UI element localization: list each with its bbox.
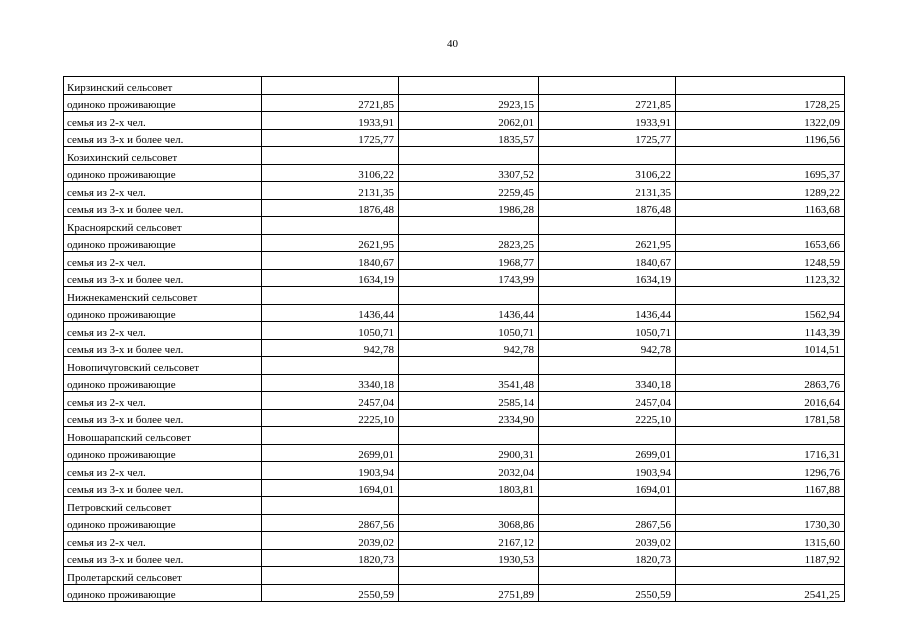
value-cell: 2334,90 bbox=[399, 409, 539, 427]
value-cell: 3106,22 bbox=[262, 164, 399, 182]
value-cell: 1634,19 bbox=[262, 269, 399, 287]
value-cell bbox=[539, 77, 676, 95]
value-cell: 1695,37 bbox=[676, 164, 845, 182]
value-cell: 2863,76 bbox=[676, 374, 845, 392]
table-row bbox=[64, 462, 845, 480]
table-row bbox=[64, 94, 845, 112]
value-cell: 2039,02 bbox=[539, 532, 676, 550]
value-cell: 1436,44 bbox=[262, 304, 399, 322]
table-row bbox=[64, 182, 845, 200]
value-cell: 1716,31 bbox=[676, 444, 845, 462]
value-cell: 1562,94 bbox=[676, 304, 845, 322]
value-cell: 1296,76 bbox=[676, 462, 845, 480]
value-cell: 2457,04 bbox=[539, 392, 676, 410]
value-cell: 1123,32 bbox=[676, 269, 845, 287]
section-title: Кирзинский сельсовет bbox=[64, 77, 262, 95]
row-label: одиноко проживающие bbox=[64, 584, 262, 602]
value-cell: 942,78 bbox=[262, 339, 399, 357]
value-cell: 2131,35 bbox=[539, 182, 676, 200]
value-cell bbox=[262, 287, 399, 305]
value-cell: 942,78 bbox=[399, 339, 539, 357]
value-cell: 1820,73 bbox=[539, 549, 676, 567]
value-cell: 2550,59 bbox=[262, 584, 399, 602]
value-cell: 1903,94 bbox=[262, 462, 399, 480]
value-cell: 2900,31 bbox=[399, 444, 539, 462]
value-cell: 1933,91 bbox=[539, 112, 676, 130]
value-cell bbox=[399, 77, 539, 95]
value-cell: 2550,59 bbox=[539, 584, 676, 602]
value-cell: 1781,58 bbox=[676, 409, 845, 427]
section-header-row bbox=[64, 147, 845, 165]
row-label: семья из 3-х и более чел. bbox=[64, 549, 262, 567]
value-cell: 1986,28 bbox=[399, 199, 539, 217]
section-header-row bbox=[64, 427, 845, 445]
row-label: семья из 2-х чел. bbox=[64, 462, 262, 480]
value-cell: 2721,85 bbox=[262, 94, 399, 112]
value-cell: 3340,18 bbox=[539, 374, 676, 392]
section-title: Петровский сельсовет bbox=[64, 497, 262, 515]
value-cell bbox=[539, 287, 676, 305]
value-cell: 3340,18 bbox=[262, 374, 399, 392]
table-row bbox=[64, 129, 845, 147]
value-cell: 1820,73 bbox=[262, 549, 399, 567]
row-label: семья из 3-х и более чел. bbox=[64, 339, 262, 357]
section-header-row bbox=[64, 217, 845, 235]
table-row bbox=[64, 164, 845, 182]
page-number: 40 bbox=[447, 38, 458, 50]
section-title: Новопичуговский сельсовет bbox=[64, 357, 262, 375]
value-cell: 1728,25 bbox=[676, 94, 845, 112]
value-cell: 1436,44 bbox=[539, 304, 676, 322]
value-cell: 1050,71 bbox=[399, 322, 539, 340]
table-row bbox=[64, 374, 845, 392]
table-row bbox=[64, 409, 845, 427]
value-cell: 2867,56 bbox=[262, 514, 399, 532]
value-cell: 3307,52 bbox=[399, 164, 539, 182]
value-cell: 2721,85 bbox=[539, 94, 676, 112]
value-cell bbox=[539, 357, 676, 375]
value-cell: 1322,09 bbox=[676, 112, 845, 130]
row-label: семья из 2-х чел. bbox=[64, 252, 262, 270]
value-cell: 2016,64 bbox=[676, 392, 845, 410]
value-cell bbox=[676, 497, 845, 515]
value-cell bbox=[539, 147, 676, 165]
value-cell: 2062,01 bbox=[399, 112, 539, 130]
table-row bbox=[64, 392, 845, 410]
value-cell: 2621,95 bbox=[539, 234, 676, 252]
value-cell: 1730,30 bbox=[676, 514, 845, 532]
table-row bbox=[64, 514, 845, 532]
section-title: Козихинский сельсовет bbox=[64, 147, 262, 165]
table-row bbox=[64, 444, 845, 462]
section-header-row bbox=[64, 567, 845, 585]
value-cell: 2225,10 bbox=[539, 409, 676, 427]
row-label: семья из 3-х и более чел. bbox=[64, 409, 262, 427]
value-cell: 2823,25 bbox=[399, 234, 539, 252]
row-label: одиноко проживающие bbox=[64, 234, 262, 252]
table-body bbox=[64, 77, 845, 602]
table-row bbox=[64, 339, 845, 357]
table-row bbox=[64, 532, 845, 550]
value-cell: 1840,67 bbox=[262, 252, 399, 270]
value-cell bbox=[676, 427, 845, 445]
row-label: одиноко проживающие bbox=[64, 304, 262, 322]
value-cell bbox=[399, 427, 539, 445]
value-cell bbox=[539, 497, 676, 515]
value-cell bbox=[539, 567, 676, 585]
value-cell: 2585,14 bbox=[399, 392, 539, 410]
value-cell: 942,78 bbox=[539, 339, 676, 357]
table-row bbox=[64, 584, 845, 602]
value-cell: 3068,86 bbox=[399, 514, 539, 532]
table-row bbox=[64, 252, 845, 270]
value-cell: 1694,01 bbox=[262, 479, 399, 497]
value-cell bbox=[262, 217, 399, 235]
section-title: Красноярский сельсовет bbox=[64, 217, 262, 235]
value-cell bbox=[539, 217, 676, 235]
value-cell bbox=[262, 147, 399, 165]
value-cell bbox=[399, 357, 539, 375]
value-cell: 2923,15 bbox=[399, 94, 539, 112]
value-cell bbox=[262, 77, 399, 95]
value-cell: 1167,88 bbox=[676, 479, 845, 497]
row-label: семья из 3-х и более чел. bbox=[64, 479, 262, 497]
value-cell: 1725,77 bbox=[262, 129, 399, 147]
value-cell bbox=[399, 567, 539, 585]
value-cell bbox=[676, 217, 845, 235]
value-cell bbox=[262, 427, 399, 445]
value-cell bbox=[399, 217, 539, 235]
value-cell: 1743,99 bbox=[399, 269, 539, 287]
section-title: Новошарапский сельсовет bbox=[64, 427, 262, 445]
value-cell: 1187,92 bbox=[676, 549, 845, 567]
value-cell: 1876,48 bbox=[262, 199, 399, 217]
value-cell: 1930,53 bbox=[399, 549, 539, 567]
row-label: одиноко проживающие bbox=[64, 94, 262, 112]
value-cell bbox=[676, 567, 845, 585]
row-label: семья из 2-х чел. bbox=[64, 322, 262, 340]
value-cell: 2699,01 bbox=[539, 444, 676, 462]
row-label: семья из 2-х чел. bbox=[64, 112, 262, 130]
section-header-row bbox=[64, 77, 845, 95]
value-cell: 2867,56 bbox=[539, 514, 676, 532]
value-cell: 2751,89 bbox=[399, 584, 539, 602]
value-cell: 1725,77 bbox=[539, 129, 676, 147]
section-title: Пролетарский сельсовет bbox=[64, 567, 262, 585]
row-label: одиноко проживающие bbox=[64, 444, 262, 462]
value-cell: 1248,59 bbox=[676, 252, 845, 270]
value-cell: 2032,04 bbox=[399, 462, 539, 480]
value-cell: 2039,02 bbox=[262, 532, 399, 550]
value-cell: 1196,56 bbox=[676, 129, 845, 147]
value-cell bbox=[262, 567, 399, 585]
value-cell: 2167,12 bbox=[399, 532, 539, 550]
value-cell bbox=[399, 497, 539, 515]
value-cell: 1050,71 bbox=[539, 322, 676, 340]
value-cell: 1014,51 bbox=[676, 339, 845, 357]
value-cell: 1050,71 bbox=[262, 322, 399, 340]
row-label: одиноко проживающие bbox=[64, 164, 262, 182]
table-row bbox=[64, 234, 845, 252]
value-cell: 1653,66 bbox=[676, 234, 845, 252]
section-header-row bbox=[64, 357, 845, 375]
value-cell: 3541,48 bbox=[399, 374, 539, 392]
value-cell: 2699,01 bbox=[262, 444, 399, 462]
value-cell: 1694,01 bbox=[539, 479, 676, 497]
value-cell: 1315,60 bbox=[676, 532, 845, 550]
value-cell: 1968,77 bbox=[399, 252, 539, 270]
table-row bbox=[64, 112, 845, 130]
section-header-row bbox=[64, 497, 845, 515]
value-cell bbox=[676, 287, 845, 305]
section-title: Нижнекаменский сельсовет bbox=[64, 287, 262, 305]
value-cell: 1289,22 bbox=[676, 182, 845, 200]
value-cell: 1835,57 bbox=[399, 129, 539, 147]
value-cell bbox=[676, 357, 845, 375]
value-cell: 1933,91 bbox=[262, 112, 399, 130]
value-cell: 2457,04 bbox=[262, 392, 399, 410]
value-cell bbox=[399, 147, 539, 165]
value-cell bbox=[262, 357, 399, 375]
value-cell bbox=[539, 427, 676, 445]
value-cell: 1634,19 bbox=[539, 269, 676, 287]
value-cell bbox=[676, 147, 845, 165]
value-cell: 1436,44 bbox=[399, 304, 539, 322]
value-cell bbox=[676, 77, 845, 95]
value-cell: 1803,81 bbox=[399, 479, 539, 497]
value-cell bbox=[262, 497, 399, 515]
tariff-table bbox=[63, 76, 845, 602]
section-header-row bbox=[64, 287, 845, 305]
row-label: семья из 3-х и более чел. bbox=[64, 129, 262, 147]
value-cell: 2225,10 bbox=[262, 409, 399, 427]
table-row bbox=[64, 322, 845, 340]
value-cell: 2541,25 bbox=[676, 584, 845, 602]
table-row bbox=[64, 549, 845, 567]
value-cell: 1840,67 bbox=[539, 252, 676, 270]
value-cell: 1143,39 bbox=[676, 322, 845, 340]
table-row bbox=[64, 269, 845, 287]
row-label: семья из 2-х чел. bbox=[64, 532, 262, 550]
row-label: семья из 2-х чел. bbox=[64, 392, 262, 410]
table-row bbox=[64, 479, 845, 497]
table-row bbox=[64, 199, 845, 217]
row-label: семья из 3-х и более чел. bbox=[64, 199, 262, 217]
row-label: одиноко проживающие bbox=[64, 514, 262, 532]
value-cell: 1903,94 bbox=[539, 462, 676, 480]
value-cell: 2131,35 bbox=[262, 182, 399, 200]
value-cell: 1163,68 bbox=[676, 199, 845, 217]
value-cell: 2621,95 bbox=[262, 234, 399, 252]
value-cell: 1876,48 bbox=[539, 199, 676, 217]
value-cell: 2259,45 bbox=[399, 182, 539, 200]
value-cell bbox=[399, 287, 539, 305]
row-label: семья из 3-х и более чел. bbox=[64, 269, 262, 287]
row-label: семья из 2-х чел. bbox=[64, 182, 262, 200]
table-row bbox=[64, 304, 845, 322]
row-label: одиноко проживающие bbox=[64, 374, 262, 392]
value-cell: 3106,22 bbox=[539, 164, 676, 182]
